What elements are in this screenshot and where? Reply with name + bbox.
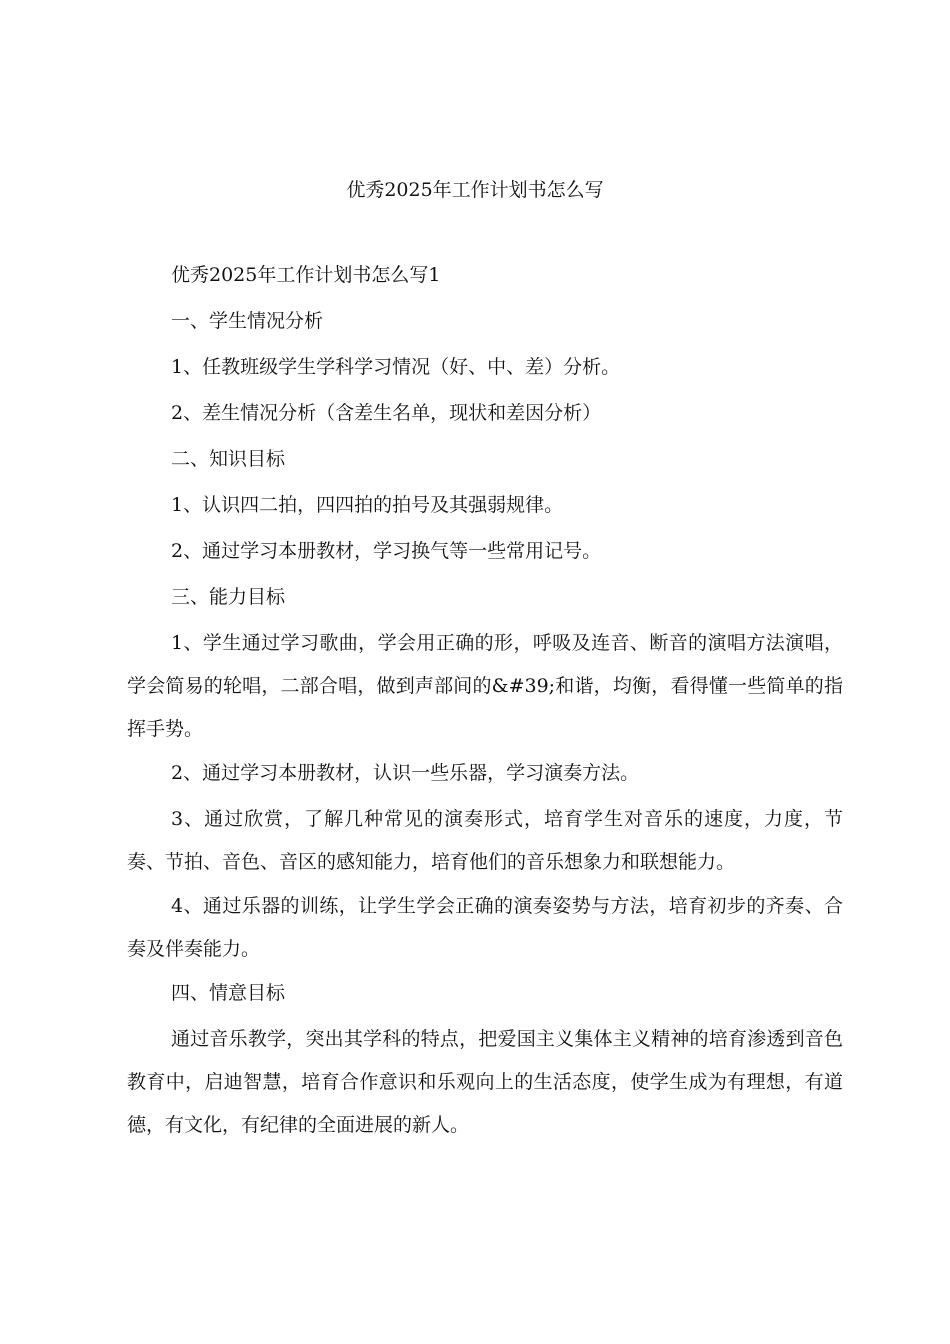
body-paragraph: 4、通过乐器的训练，让学生学会正确的演奏姿势与方法，培育初步的齐奏、合奏及伴奏能力。	[127, 895, 843, 960]
section-heading: 优秀2025年工作计划书怎么写1	[171, 264, 441, 286]
body-paragraph: 1、任教班级学生学科学习情况（好、中、差）分析。	[171, 356, 621, 378]
section-heading: 二、知识目标	[171, 448, 286, 470]
body-paragraph: 2、差生情况分析（含差生名单，现状和差因分析）	[171, 402, 602, 424]
body-paragraph: 1、认识四二拍，四四拍的拍号及其强弱规律。	[171, 494, 564, 516]
section-heading: 一、学生情况分析	[171, 310, 324, 332]
body-paragraph: 3、通过欣赏，了解几种常见的演奏形式，培育学生对音乐的速度，力度，节奏、节拍、音色、音区的感知能力，培育他们的音乐想象力和联想能力。	[127, 808, 843, 873]
document-title: 优秀2025年工作计划书怎么写	[346, 179, 604, 201]
body-paragraph: 2、通过学习本册教材，学习换气等一些常用记号。	[171, 540, 602, 562]
section-heading: 三、能力目标	[171, 586, 286, 608]
body-paragraph: 通过音乐教学，突出其学科的特点，把爱国主义集体主义精神的培育渗透到音色教育中，启迪智慧，培育合作意识和乐观向上的生活态度，使学生成为有理想，有道德，有文化，有纪律的全面进展的新人。	[127, 1028, 843, 1136]
document-body	[127, 259, 843, 1153]
body-paragraph: 1、学生通过学习歌曲，学会用正确的形，呼吸及连音、断音的演唱方法演唱，学会简易的轮唱，二部合唱，做到声部间的&#39;和谐，均衡，看得懂一些简单的指挥手势。	[127, 632, 843, 740]
section-heading: 四、情意目标	[171, 982, 286, 1004]
body-paragraph: 2、通过学习本册教材，认识一些乐器，学习演奏方法。	[171, 762, 640, 784]
